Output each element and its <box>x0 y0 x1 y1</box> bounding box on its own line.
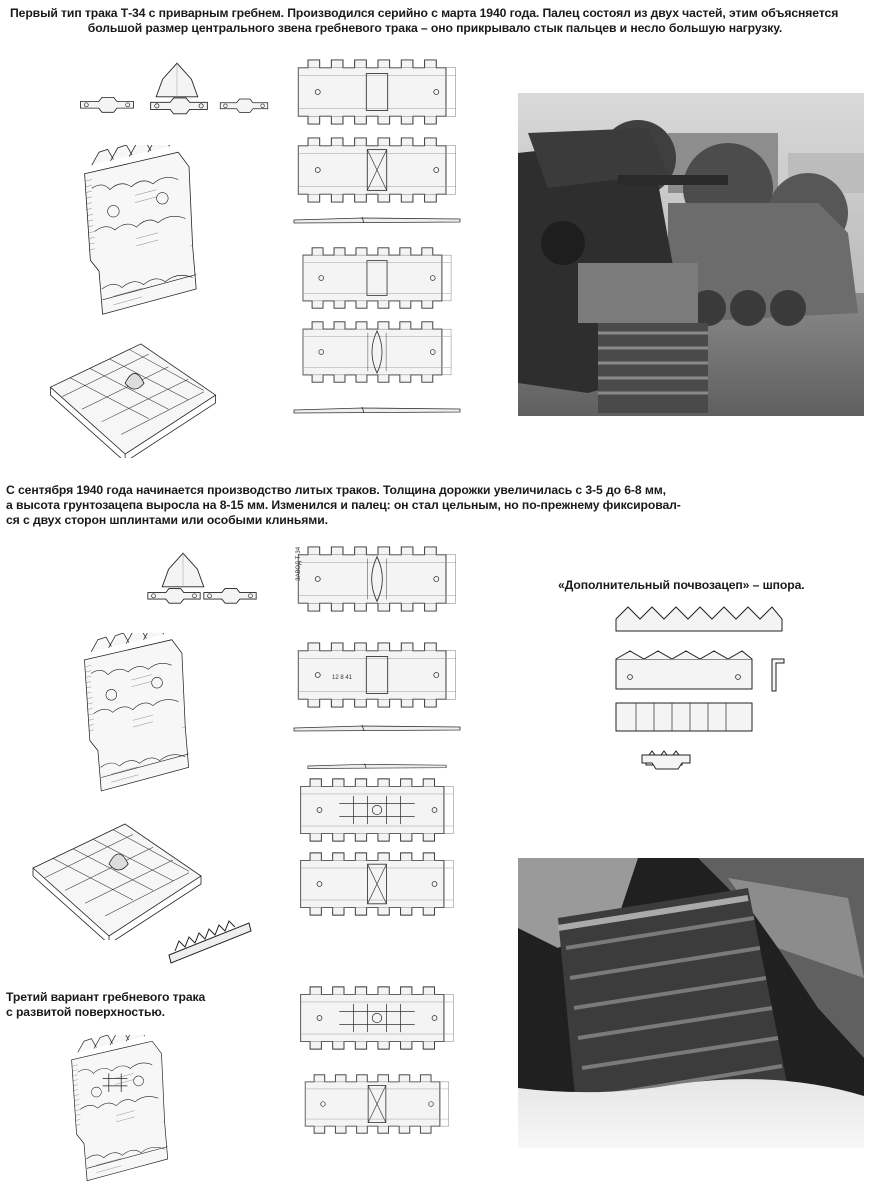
caption-line: Первый тип трака Т-34 с приварным гребнем. Производился серийно с марта 1940 года. Палец состоял из двух частей, этим объясняется <box>10 6 839 20</box>
caption-line: Третий вариант гребневого трака <box>6 990 206 1004</box>
caption-cast-tracks <box>6 483 681 528</box>
caption-line: ся с двух сторон шплинтами или особыми клиньями. <box>6 513 328 527</box>
cast-horn-drawing <box>145 550 260 608</box>
guide-horn-parts-drawing <box>78 58 278 128</box>
caption-third-variant <box>6 990 205 1020</box>
caption-line: с развитой поверхностью. <box>6 1005 165 1019</box>
caption-spur <box>558 578 805 593</box>
cast-track-plan-views-drawing <box>292 545 464 1135</box>
caption-first-track-type <box>10 6 860 36</box>
stamp-date: 12 8 41 <box>332 675 353 681</box>
spur-attached-drawing <box>165 915 253 965</box>
third-variant-isometric-drawing <box>40 1035 190 1190</box>
track-link-isometric-drawing <box>50 145 220 325</box>
photo-track-in-snow <box>518 858 864 1148</box>
caption-line: «Дополнительный почвозацеп» – шпора. <box>558 578 805 592</box>
caption-line: С сентября 1940 года начинается производство литых траков. Толщина дорожки увеличилась с 3-5 до 6-8 мм, <box>6 483 666 497</box>
track-assembly-isometric-drawing <box>28 340 238 458</box>
track-plan-views-drawing <box>292 58 464 428</box>
caption-line: а высота грунтозацепа выросла на 8-15 мм. Изменился и палец: он стал цельным, но по-прежнему фиксировал- <box>6 498 681 512</box>
stamp-side: ЗАВОД Т-34 <box>296 546 302 581</box>
caption-line: большой размер центрального звена гребневого трака – оно прикрывало стык пальцев и несло большую нагрузку. <box>87 21 783 35</box>
photo-tank-on-road <box>518 93 864 416</box>
cast-track-isometric-drawing <box>44 633 219 801</box>
spur-drawings <box>612 605 802 775</box>
